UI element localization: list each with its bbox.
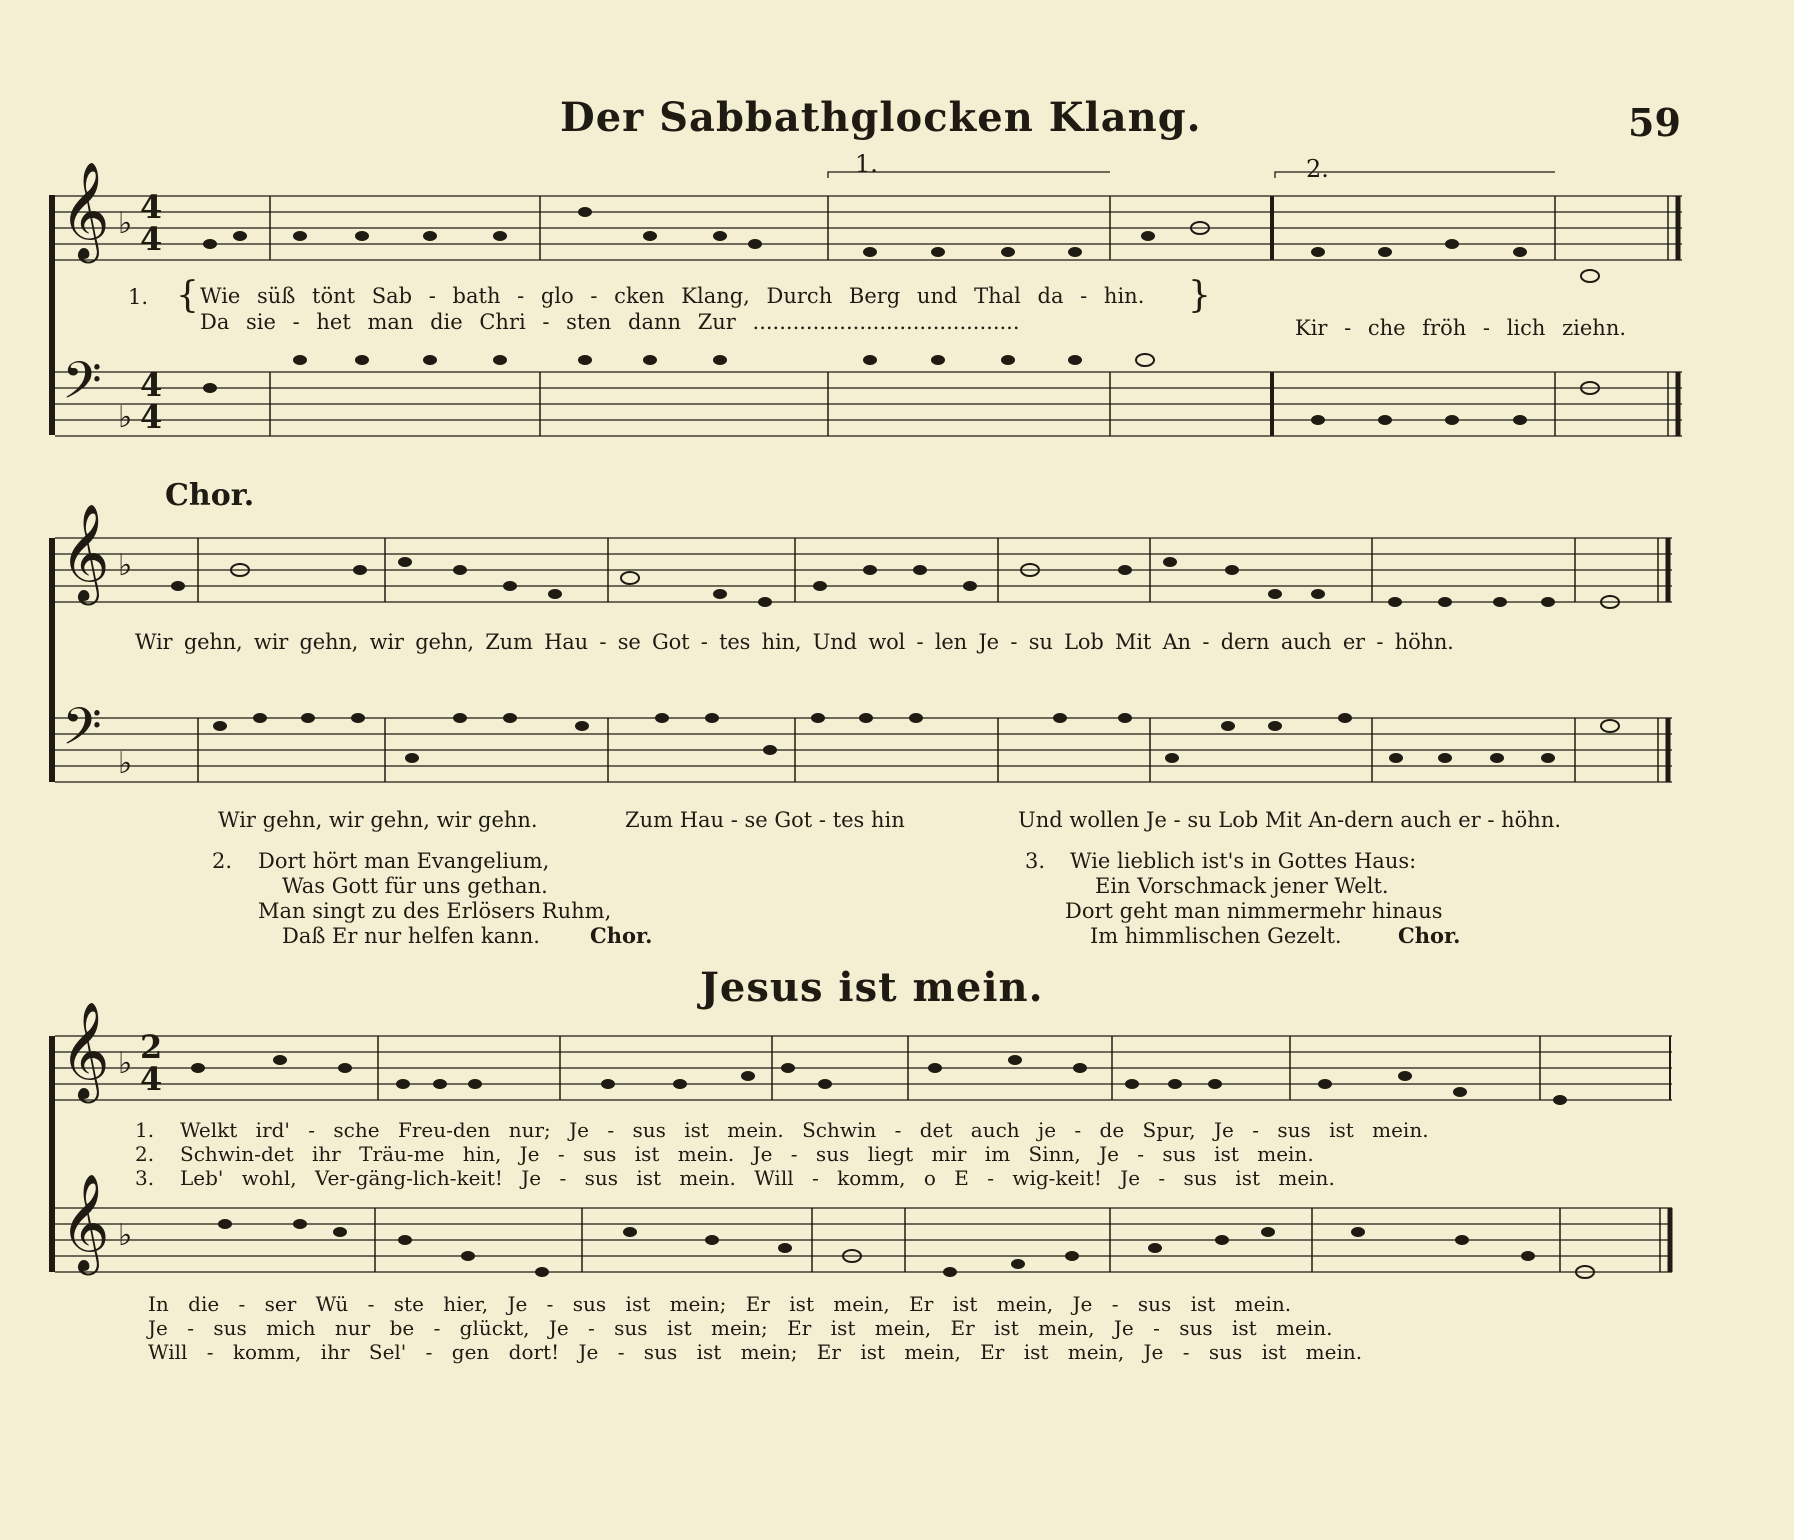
stanza2-line: Dort hört man Evangelium, <box>258 849 550 873</box>
hymn1-lyric-line2: Da sie - het man die Chri - sten dann Zur ........................................ <box>200 310 1020 334</box>
hymn2-lower-verse2: Je - sus mich nur be - glückt, Je - sus ist mein; Er ist mein, Er ist mein, Je - sus ist mein. <box>148 1316 1333 1340</box>
stanza3-line: Wie lieblich ist's in Gottes Haus: <box>1070 849 1417 873</box>
flat-sign: ♭ <box>118 206 133 241</box>
flat-sign: ♭ <box>118 1046 133 1081</box>
hymn2-title: Jesus ist mein. <box>700 964 1044 1011</box>
stanza2-chor: Chor. <box>590 923 653 948</box>
hymn2-verse1-num: 1. <box>135 1118 155 1142</box>
hymn2-verse3-text: Leb' wohl, Ver-gäng-lich-keit! Je - sus ist mein. Will - komm, o E - wig-keit! Je - sus ist mein. <box>180 1166 1335 1190</box>
system1-bass-staff <box>55 372 1682 436</box>
stanza3-line: Im himmlischen Gezelt. <box>1090 924 1342 948</box>
stanza3-line: Ein Vorschmack jener Welt. <box>1095 874 1389 898</box>
time-sig-bottom: 4 <box>140 398 163 436</box>
flat-sign: ♭ <box>118 548 133 583</box>
flat-sign: ♭ <box>118 400 133 435</box>
time-sig-top: 4 <box>140 366 163 404</box>
treble-clef-icon: 𝄞 <box>60 1173 110 1271</box>
stanza3-number: 3. <box>1025 849 1046 873</box>
volta-1-label: 1. <box>855 150 878 178</box>
hymn2-verse2-text: Schwin-det ihr Träu-me hin, Je - sus ist mein. Je - sus liegt mir im Sinn, Je - sus ist mein. <box>180 1142 1314 1166</box>
chor-lyric-lower-b: Zum Hau - se Got - tes hin <box>625 808 905 832</box>
verse-number: 1. <box>128 285 149 309</box>
volta-2-label: 2. <box>1306 155 1329 183</box>
hymn2-lower-verse1: In die - ser Wü - ste hier, Je - sus ist mein; Er ist mein, Er ist mein, Je - sus ist mein. <box>148 1292 1292 1316</box>
system2-bass-staff <box>55 718 1672 782</box>
chor-lyric-lower-c: Und wollen Je - su Lob Mit An-dern auch er - höhn. <box>1018 808 1562 832</box>
hymn2-verse1-text: Welkt ird' - sche Freu-den nur; Je - sus ist mein. Schwin - det auch je - de Spur, Je - sus ist mein. <box>180 1118 1429 1142</box>
hymn1-lyric-line1: Wie süß tönt Sab - bath - glo - cken Klang, Durch Berg und Thal da - hin. <box>200 284 1145 308</box>
chor-lyric-lower-a: Wir gehn, wir gehn, wir gehn. <box>218 808 538 832</box>
hymn2-verse3-num: 3. <box>135 1166 155 1190</box>
stanza2-line: Was Gott für uns gethan. <box>282 874 548 898</box>
stanza3-line: Dort geht man nimmermehr hinaus <box>1065 899 1443 923</box>
hymn1-title: Der Sabbathglocken Klang. <box>560 94 1202 141</box>
time-sig-top: 2 <box>140 1028 163 1066</box>
system3-upper-staff <box>55 1036 1672 1100</box>
treble-clef-icon: 𝄞 <box>60 503 110 601</box>
bass-clef-icon: 𝄢 <box>62 696 102 769</box>
page-number: 59 <box>1628 100 1681 145</box>
verse-brace-close: } <box>1188 275 1211 316</box>
time-sig-top: 4 <box>140 188 163 226</box>
flat-sign: ♭ <box>118 1218 133 1253</box>
stanza2-number: 2. <box>212 849 233 873</box>
hymn2-lower-verse3: Will - komm, ihr Sel' - gen dort! Je - sus ist mein; Er ist mein, Er ist mein, Je - sus ist mein. <box>148 1340 1363 1364</box>
stanza2-line: Daß Er nur helfen kann. <box>282 924 540 948</box>
stanza3-chor: Chor. <box>1398 923 1461 948</box>
treble-clef-icon: 𝄞 <box>60 161 110 259</box>
system3-lower-staff <box>55 1208 1672 1272</box>
verse-brace-open: { <box>176 275 199 316</box>
time-sig-bottom: 4 <box>140 1060 163 1098</box>
hymn1-lyric-line2-end: Kir - che fröh - lich ziehn. <box>1295 316 1627 340</box>
stanza2-line: Man singt zu des Erlösers Ruhm, <box>258 899 612 923</box>
time-sig-bottom: 4 <box>140 220 163 258</box>
chor-lyric-upper: Wir gehn, wir gehn, wir gehn, Zum Hau - se Got - tes hin, Und wol - len Je - su Lob Mit An - dern auch er - höhn. <box>135 630 1454 654</box>
flat-sign: ♭ <box>118 746 133 781</box>
chor-heading: Chor. <box>165 478 255 513</box>
hymn2-verse2-num: 2. <box>135 1142 155 1166</box>
bass-clef-icon: 𝄢 <box>62 350 102 423</box>
treble-clef-icon: 𝄞 <box>60 1001 110 1099</box>
